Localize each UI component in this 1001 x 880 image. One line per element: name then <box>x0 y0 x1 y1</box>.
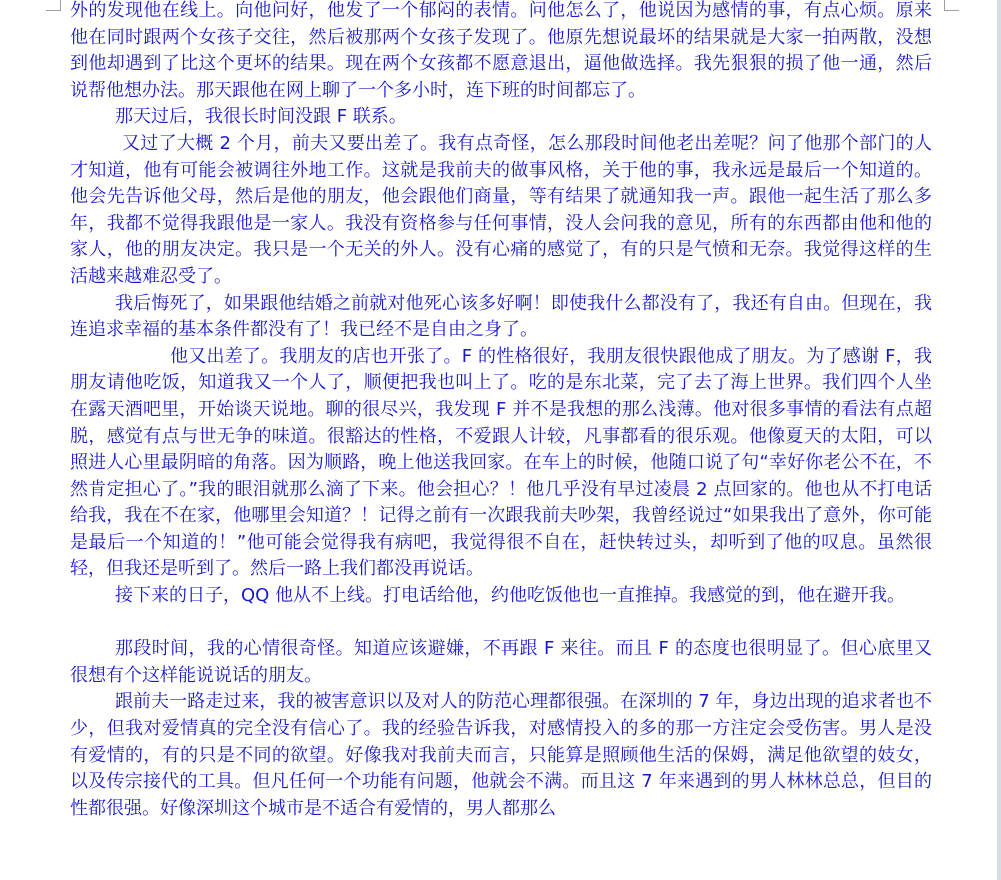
paragraph-4: 我后悔死了，如果跟他结婚之前就对他死心该多好啊！即使我什么都没有了，我还有自由。但现在，我连追求幸福的基本条件都没有了！我已经不是自由之身了。 <box>70 292 932 341</box>
empty-line <box>70 610 932 637</box>
document-text-body <box>70 0 932 822</box>
paragraph-1: 外的发现他在线上。向他问好，他发了一个郁闷的表情。问他怎么了，他说因为感情的事，有点心烦。原来他在同时跟两个女孩子交往，然后被那两个女孩子发现了。他原先想说最坏的结果就是大家一拍两散，没想到他却遇到了比这个更坏的结果。现在两个女孩都不愿意退出，逼他做选择。我先狠狠的损了他一通，然后说帮他想办法。那天跟他在网上聊了一个多小时，连下班的时间都忘了。 <box>70 0 932 101</box>
margin-corner-mark-right <box>944 0 959 11</box>
paragraph-2: 那天过后，我很长时间没跟 F 联系。 <box>115 106 407 128</box>
paragraph-5: 他又出差了。我朋友的店也开张了。F 的性格很好，我朋友很快跟他成了朋友。为了感谢 F，我朋友请他吃饭，知道我又一个人了，顺便把我也叫上了。吃的是东北菜，完了去了海上世界。我们四个人坐在露天酒吧里，开始谈天说地。聊的很尽兴，我发现 F 并不是我想的那么浅薄。他对很多事情的看法有点超脱，感觉有点与世无争的味道。很豁达的性格，不爱跟人计较，凡事都看的很乐观。他像夏天的太阳，可以照进人心里最阴暗的角落。因为顺路，晚上他送我回家。在车上的时候，他随口说了句“幸好你老公不在，不然肯定担心了。”我的眼泪就那么滴了下来。他会担心？！他几乎没有早过凌晨 2 点回家的。他也从不打电话给我，我在不在家，他哪里会知道？！记得之前有一次跟我前夫吵架，我曾经说过“如果我出了意外，你可能是最后一个知道的！”他可能会觉得我有病吧，我觉得很不自在，赶快转过头，却听到了他的叹息。虽然很轻，但我还是听到了。然后一路上我们都没再说话。 <box>70 345 932 580</box>
margin-corner-mark-left <box>46 0 61 11</box>
paragraph-3: 又过了大概 2 个月，前夫又要出差了。我有点奇怪，怎么那段时间他老出差呢？问了他那个部门的人才知道，他有可能会被调往外地工作。这就是我前夫的做事风格，关于他的事，我永远是最后一个知道的。他会先告诉他父母，然后是他的朋友，他会跟他们商量，等有结果了就通知我一声。跟他一起生活了那么多年，我都不觉得我跟他是一家人。我没有资格参与任何事情，没人会问我的意见，所有的东西都由他和他的家人，他的朋友决定。我只是一个无关的外人。没有心痛的感觉了，有的只是气愤和无奈。我觉得这样的生活越来越难忍受了。 <box>70 132 932 287</box>
paragraph-7: 那段时间，我的心情很奇怪。知道应该避嫌，不再跟 F 来往。而且 F 的态度也很明显了。但心底里又很想有个这样能说说话的朋友。 <box>70 638 932 686</box>
paragraph-6: 接下来的日子，QQ 他从不上线。打电话给他，约他吃饭他也一直推掉。我感觉的到，他在避开我。 <box>115 585 906 607</box>
paragraph-8: 跟前夫一路走过来，我的被害意识以及对人的防范心理都很强。在深圳的 7 年，身边出现的追求者也不少，但我对爱情真的完全没有信心了。我的经验告诉我，对感情投入的多的那一方注定会受伤害。男人是没有爱情的，有的只是不同的欲望。好像我对我前夫而言，只能算是照顾他生活的保姆，满足他欲望的妓女，以及传宗接代的工具。但凡任何一个功能有问题，他就会不满。而且这 7 年来遇到的男人林林总总，但目的性都很强。好像深圳这个城市是不适合有爱情的，男人都那么 <box>70 691 932 819</box>
page-edge-scroll-area <box>997 0 1001 880</box>
